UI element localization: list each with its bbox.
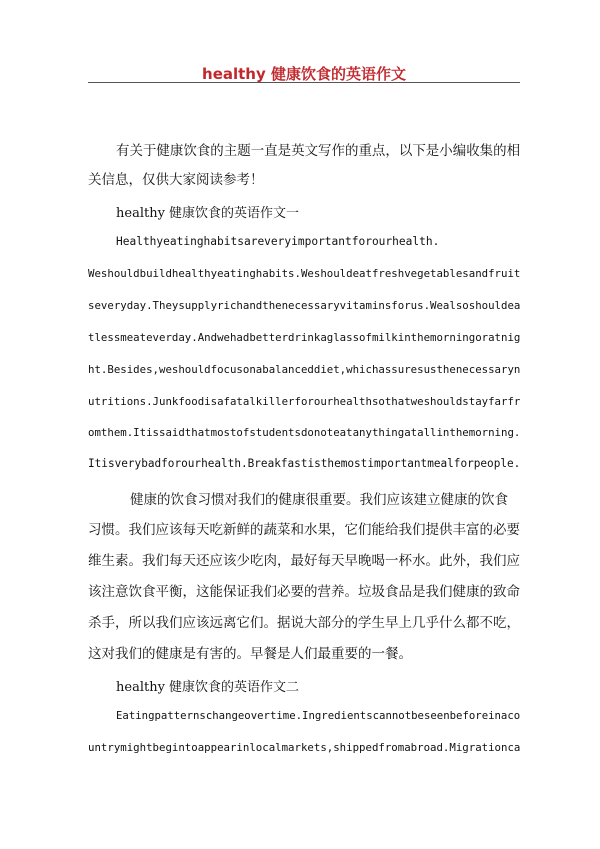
intro-line-1: 有关于健康饮食的主题一直是英文写作的重点，以下是小编收集的相	[116, 143, 521, 159]
essay1-en-line-3: severyday.Theysupplyrichandthenecessaryvitaminsforus.Wealsoshouldea	[88, 299, 521, 312]
essay1-en-line-7: omthem.Itissaidthatmostofstudentsdonoteatanythingatallinthemorning.	[88, 426, 521, 439]
essay2-en-line-2: untrymightbegintoappearinlocalmarkets,shippedfromabroad.Migrationca	[88, 741, 521, 754]
essay1-cn-line-4: 该注意饮食平衡，这能保证我们必要的营养。垃圾食品是我们健康的致命	[88, 584, 520, 600]
essay2-en-line-1: Eatingpatternschangeovertime.Ingredientscannotbeseenbeforeinaco	[116, 709, 521, 722]
essay1-en-line-1: Healthyeatinghabitsareveryimportantforourhealth.	[116, 235, 440, 248]
essay1-heading: healthy 健康饮食的英语作文一	[116, 206, 300, 221]
essay1-en-line-8: Itisverybadforourhealth.Breakfastisthemostimportantmealforpeople.	[88, 457, 521, 470]
intro-line-2: 关信息，仅供大家阅读参考！	[88, 172, 264, 188]
essay1-cn-line-3: 维生素。我们每天还应该少吃肉，最好每天早晚喝一杯水。此外，我们应	[88, 553, 520, 569]
document-title: healthy 健康饮食的英语作文	[202, 65, 406, 83]
essay1-cn-line-1: 健康的饮食习惯对我们的健康很重要。我们应该建立健康的饮食	[130, 492, 508, 508]
essay1-en-line-2: Weshouldbuildhealthyeatinghabits.Weshouldeatfreshvegetablesandfruit	[88, 267, 521, 280]
essay1-cn-line-2: 习惯。我们应该每天吃新鲜的蔬菜和水果，它们能给我们提供丰富的必要	[88, 522, 520, 538]
essay1-cn-line-5: 杀手，所以我们应该远离它们。据说大部分的学生早上几乎什么都不吃，	[88, 615, 520, 631]
title-rule	[88, 82, 520, 83]
essay2-heading: healthy 健康饮食的英语作文二	[116, 680, 300, 695]
essay1-en-line-6: utritions.Junkfoodisafatalkillerforourhealthsothatweshouldstayfarfr	[88, 395, 521, 408]
essay1-en-line-5: ht.Besides,weshouldfocusonabalanceddiet,whichassuresusthenecessaryn	[88, 363, 521, 376]
essay1-cn-line-6: 这对我们的健康是有害的。早餐是人们最重要的一餐。	[88, 646, 412, 662]
essay1-en-line-4: tlessmeateverday.Andwehadbetterdrinkaglassofmilkinthemorningoratnig	[88, 331, 521, 344]
